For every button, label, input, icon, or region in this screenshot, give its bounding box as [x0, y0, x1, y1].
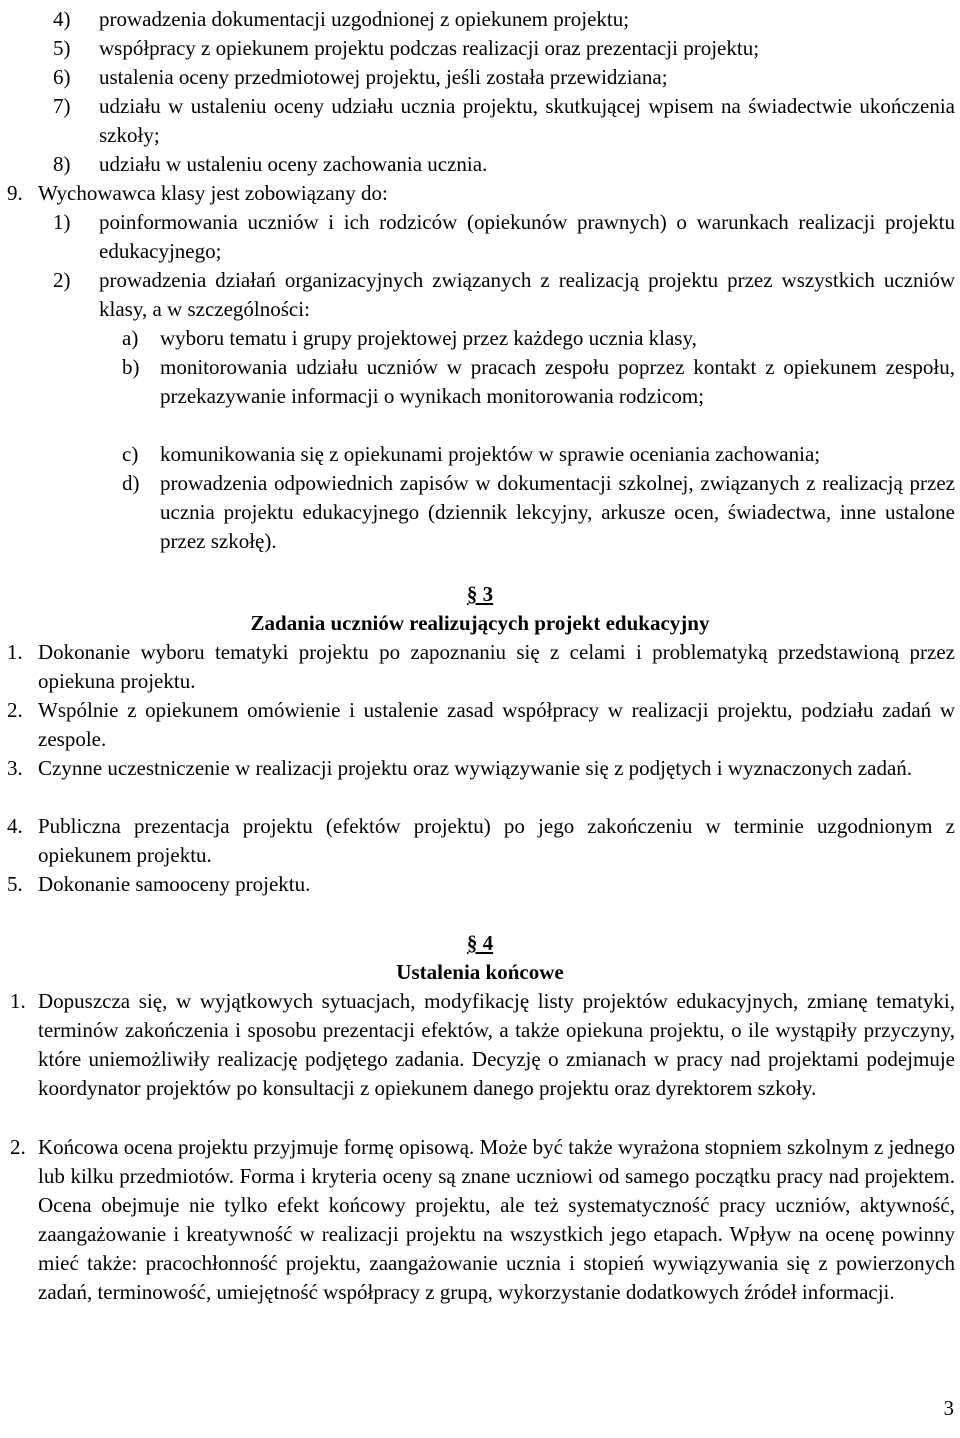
- list-item: udziału w ustaleniu oceny udziału ucznia projektu, skutkującej wpisem na świadectwie ukończenia szkoły;: [99, 94, 955, 147]
- list-item: prowadzenia działań organizacyjnych związanych z realizacją projektu przez wszystkich uczniów klasy, a w szczególności:: [99, 268, 955, 321]
- page-number: 3: [943, 1396, 954, 1420]
- point-text: Dopuszcza się, w wyjątkowych sytuacjach, modyfikację listy projektów edukacyjnych, zmianę tematyki, terminów zakończenia i sposobu prezentacji efektów, a także opiekuna projektu, o ile wystąpiły przyczyny, które uniemożliwiły realizację podjętego zadania. Decyzję o zmianach w pracy nad projektami podejmuje koordynator projektów po konsultacji z opiekunem danego projektu oraz dyrektorem szkoły.: [38, 989, 955, 1100]
- point-text: Wspólnie z opiekunem omówienie i ustalenie zasad współpracy w realizacji projektu, podziału zadań w zespole.: [38, 698, 955, 751]
- point-text: Wychowawca klasy jest zobowiązany do:: [38, 181, 388, 205]
- list-number: 4): [53, 7, 71, 31]
- list-item: udziału w ustaleniu oceny zachowania ucznia.: [99, 152, 488, 176]
- letter-number: d): [122, 471, 140, 495]
- point-text: Końcowa ocena projektu przyjmuje formę opisową. Może być także wyrażona stopniem szkolnym z jednego lub kilku przedmiotów. Forma i kryteria oceny są znane uczniowi od samego początku pracy nad projektem. Ocena obejmuje nie tylko efekt końcowy projektu, ale też systematyczność pracy uczniów, aktywność, zaangażowanie i kreatywność w realizacji projektu na wszystkich jego etapach. Wpływ na ocenę powinny mieć także: pracochłonność projektu, zaangażowanie ucznia i stopień wywiązywania się z powierzonych zadań, terminowość, umiejętność współpracy z grupą, wykorzystanie dodatkowych źródeł informacji.: [38, 1135, 955, 1304]
- list-number: 2): [53, 268, 71, 292]
- point-text: Publiczna prezentacja projektu (efektów projektu) po jego zakończeniu w terminie uzgodnionym z opiekunem projektu.: [38, 814, 955, 867]
- letter-item: komunikowania się z opiekunami projektów w sprawie oceniania zachowania;: [160, 442, 821, 466]
- list-number: 6): [53, 65, 71, 89]
- point-number: 1.: [10, 989, 26, 1013]
- section-number: § 4: [466, 931, 494, 955]
- point-number: 4.: [7, 814, 23, 838]
- letter-item: monitorowania udziału uczniów w pracach zespołu poprzez kontakt z opiekunem zespołu, przekazywanie informacji o wynikach monitorowania rodzicom;: [160, 355, 955, 408]
- section-title: Zadania uczniów realizujących projekt edukacyjny: [250, 611, 710, 635]
- point-number: 5.: [7, 872, 23, 896]
- letter-number: a): [122, 326, 139, 350]
- section-number: § 3: [466, 582, 494, 606]
- list-number: 8): [53, 152, 71, 176]
- list-number: 7): [53, 94, 71, 118]
- letter-item: prowadzenia odpowiednich zapisów w dokumentacji szkolnej, związanych z realizacją przez ucznia projektu edukacyjnego (dziennik lekcyjny, arkusze ocen, świadectwa, inne ustalone przez szkołę).: [160, 471, 955, 553]
- list-number: 5): [53, 36, 71, 60]
- letter-number: c): [122, 442, 139, 466]
- point-text: Czynne uczestniczenie w realizacji projektu oraz wywiązywanie się z podjętych i wyznaczonych zadań.: [38, 756, 913, 780]
- letter-item: wyboru tematu i grupy projektowej przez każdego ucznia klasy,: [160, 326, 697, 350]
- list-item: prowadzenia dokumentacji uzgodnionej z opiekunem projektu;: [99, 7, 630, 31]
- list-item: ustalenia oceny przedmiotowej projektu, jeśli została przewidziana;: [99, 65, 668, 89]
- point-text: Dokonanie wyboru tematyki projektu po zapoznaniu się z celami i problematyką przedstawioną przez opiekuna projektu.: [38, 640, 955, 693]
- point-text: Dokonanie samooceny projektu.: [38, 872, 311, 896]
- letter-number: b): [122, 355, 140, 379]
- list-number: 1): [53, 210, 71, 234]
- point-number: 2.: [7, 698, 23, 722]
- section-title: Ustalenia końcowe: [396, 960, 564, 984]
- point-number: 2.: [10, 1135, 26, 1159]
- list-item: poinformowania uczniów i ich rodziców (opiekunów prawnych) o warunkach realizacji projektu edukacyjnego;: [99, 210, 955, 263]
- list-item: współpracy z opiekunem projektu podczas realizacji oraz prezentacji projektu;: [99, 36, 760, 60]
- point-number: 1.: [7, 640, 23, 664]
- point-number: 3.: [7, 756, 23, 780]
- point-number: 9.: [7, 181, 23, 205]
